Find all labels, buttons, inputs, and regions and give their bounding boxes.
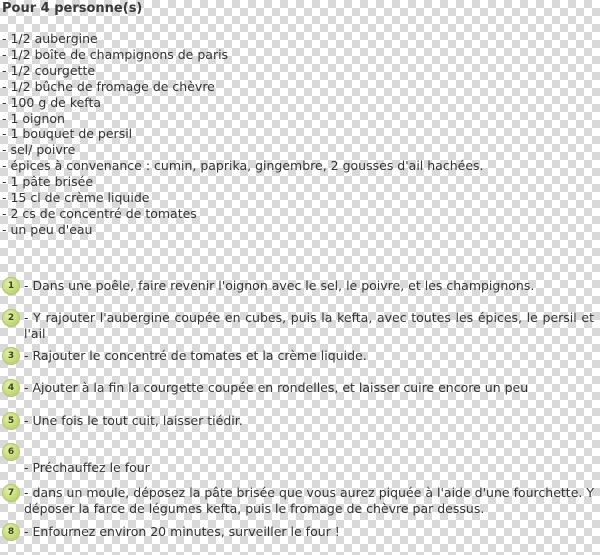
recipe-step-3 [2, 347, 594, 364]
step-text: - Rajouter le concentré de tomates et la crème liquide. [24, 348, 367, 363]
recipe-step-6 [2, 443, 594, 476]
ingredient-item: - 1 bouquet de persil [2, 126, 133, 142]
step-text: - Dans une poêle, faire revenir l'oignon avec le sel, le poivre, et les champignons. [24, 278, 535, 293]
step-text: - Enfournez environ 20 minutes, surveiller le four ! [24, 524, 340, 539]
ingredient-item: - un peu d'eau [2, 221, 93, 237]
recipe-step-1 [2, 277, 594, 294]
ingredient-item: - épices à convenance : cumin, paprika, gingembre, 2 gousses d'ail hachées. [2, 158, 484, 174]
step-number-badge: 6 [2, 443, 20, 461]
step-number-badge: 8 [2, 523, 20, 541]
ingredient-item: - 1 oignon [2, 110, 65, 126]
ingredient-item: - 1/2 boîte de champignons de paris [2, 46, 229, 62]
step-text: - dans un moule, déposez la pâte brisée que vous aurez piquée à l'aide d'une fourchette. Y déposer la farce de légumes kefta, puis le fromage de chèvre par dessus. [24, 485, 594, 516]
ingredient-item: - 100 g de kefta [2, 94, 102, 110]
ingredient-item: - 1/2 courgette [2, 62, 96, 78]
step-text: - Y rajouter l'aubergine coupée en cubes, puis la kefta, avec toutes les épices, le persil et l'ail [24, 310, 594, 341]
step-number-badge: 2 [2, 309, 20, 327]
ingredient-item: - 15 cl de crème liquide [2, 190, 150, 206]
step-text: - Préchauffez le four [24, 460, 150, 475]
recipe-step-8 [2, 523, 594, 540]
step-number-badge: 3 [2, 347, 20, 365]
step-number-badge: 4 [2, 379, 20, 397]
ingredient-item: - 1 pâte brisée [2, 174, 94, 190]
ingredient-item: - 1/2 aubergine [2, 31, 98, 46]
recipe-step-4 [2, 379, 594, 396]
ingredient-item: - 1/2 bûche de fromage de chèvre [2, 78, 215, 94]
step-number-badge: 1 [2, 277, 20, 295]
ingredient-item: - sel/ poivre [2, 142, 76, 158]
recipe-step-5 [2, 412, 594, 429]
step-number-badge: 7 [2, 484, 20, 502]
ingredients-list [2, 31, 484, 238]
recipe-title: Pour 4 personne(s) [2, 1, 143, 16]
recipe-step-2 [2, 309, 594, 342]
step-text: - Une fois le tout cuit, laisser tiédir. [24, 413, 243, 428]
recipe-step-7 [2, 484, 594, 517]
step-text: - Ajouter à la fin la courgette coupée en rondelles, et laisser cuire encore un peu [24, 380, 529, 395]
ingredient-item: - 2 cs de concentré de tomates [2, 205, 197, 221]
step-number-badge: 5 [2, 412, 20, 430]
